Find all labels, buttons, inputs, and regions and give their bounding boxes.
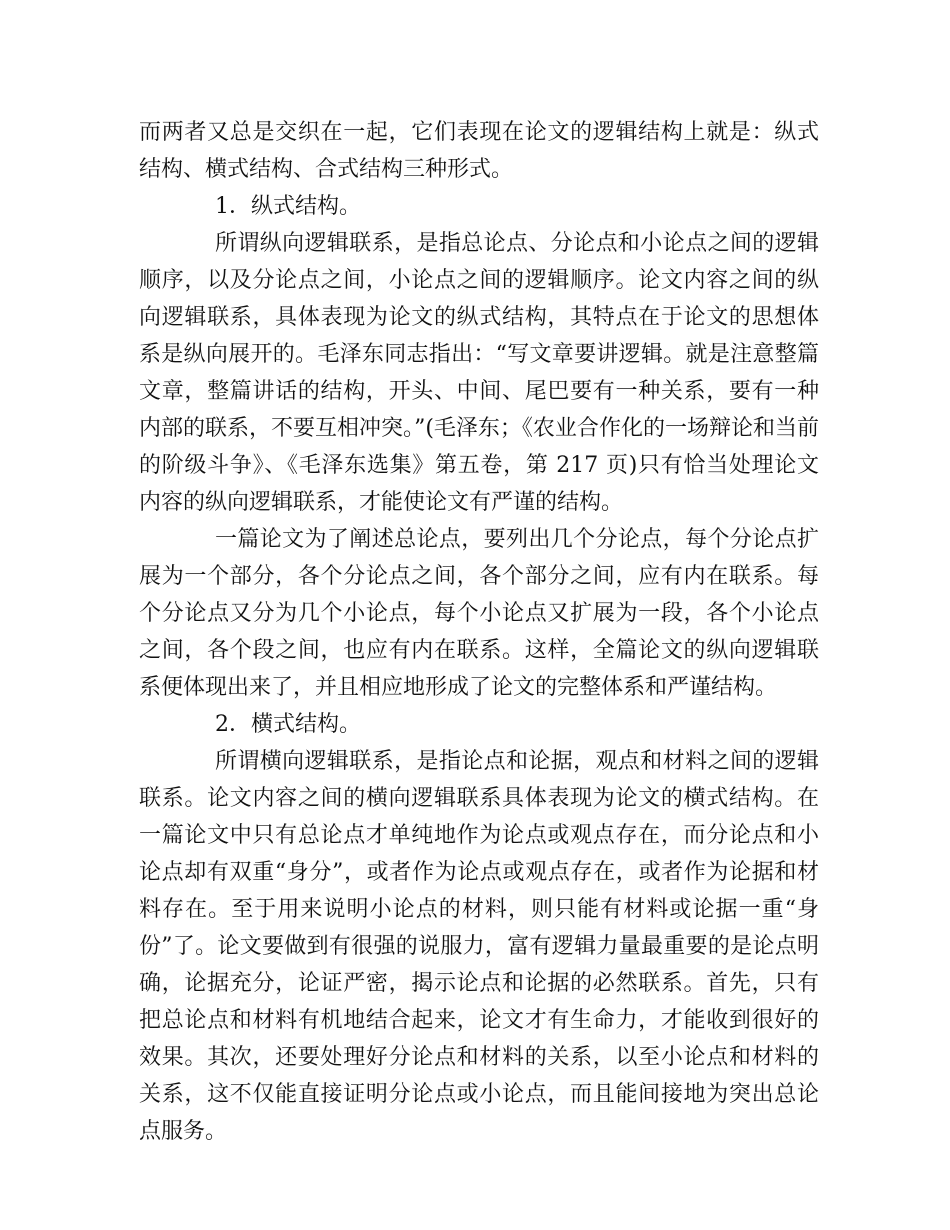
document-body xyxy=(139,114,819,1150)
section-heading-horizontal-structure: 2．横式结构。 xyxy=(215,712,361,737)
section-heading-vertical-structure: 1．纵式结构。 xyxy=(215,194,361,219)
paragraph-continuation: 而两者又总是交织在一起，它们表现在论文的逻辑结构上就是：纵式结构、横式结构、合式结构三种形式。 xyxy=(139,120,819,182)
paragraph-vertical-logic: 所谓纵向逻辑联系，是指总论点、分论点和小论点之间的逻辑顺序，以及分论点之间，小论点之间的逻辑顺序。论文内容之间的纵向逻辑联系，具体表现为论文的纵式结构，其特点在于论文的思想体系是纵向展开的。毛泽东同志指出：“写文章要讲逻辑。就是注意整篇文章，整篇讲话的结构，开头、中间、尾巴要有一种关系，要有一种内部的联系，不要互相冲突。”(毛泽东；《农业合作化的一场辩论和当前的阶级斗争》、《毛泽东选集》第五卷，第 217 页)只有恰当处理论文内容的纵向逻辑联系，才能使论文有严谨的结构。 xyxy=(139,231,819,515)
paragraph-horizontal-logic: 所谓横向逻辑联系，是指论点和论据，观点和材料之间的逻辑联系。论文内容之间的横向逻辑联系具体表现为论文的横式结构。在一篇论文中只有总论点才单纯地作为论点或观点存在，而分论点和小论点却有双重“身分”，或者作为论点或观点存在，或者作为论据和材料存在。至于用来说明小论点的材料，则只能有材料或论据一重“身份”了。论文要做到有很强的说服力，富有逻辑力量最重要的是论点明确，论据充分，论证严密，揭示论点和论据的必然联系。首先，只有把总论点和材料有机地结合起来，论文才有生命力，才能收到很好的效果。其次，还要处理好分论点和材料的关系，以至小论点和材料的关系，这不仅能直接证明分论点或小论点，而且能间接地为突出总论点服务。 xyxy=(139,749,819,1144)
paragraph-sub-arguments: 一篇论文为了阐述总论点，要列出几个分论点，每个分论点扩展为一个部分，各个分论点之间，各个部分之间，应有内在联系。每个分论点又分为几个小论点，每个小论点又扩展为一段，各个小论点之间，各个段之间，也应有内在联系。这样，全篇论文的纵向逻辑联系便体现出来了，并且相应地形成了论文的完整体系和严谨结构。 xyxy=(139,527,819,700)
